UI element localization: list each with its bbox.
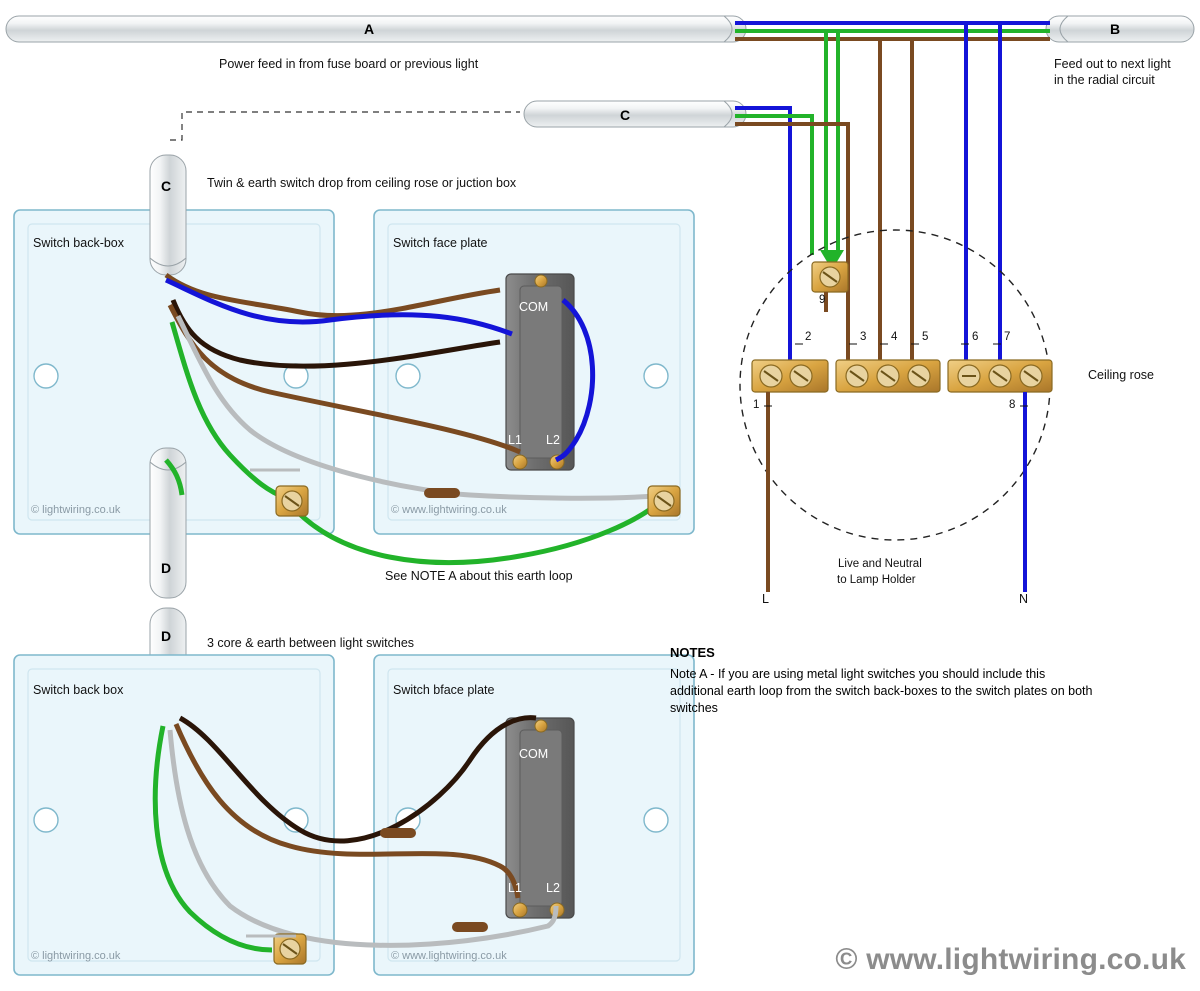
cable-b-id: B [1110,21,1121,37]
switch2-faceplate-watermark: © www.lightwiring.co.uk [391,950,507,962]
terminal-number-9: 9 [819,294,826,306]
switch1-backbox-label: Switch back-box [33,236,125,250]
switch1-backbox-watermark: © lightwiring.co.uk [31,504,121,516]
switch2-terminal-com: COM [519,747,549,761]
switch2-backbox-watermark: © lightwiring.co.uk [31,950,121,962]
site-watermark [835,943,1186,977]
neutral-label: N [1019,592,1029,606]
switch1-cable-c-top [150,155,186,275]
sleeve-marker-s2b [380,828,416,838]
terminal-block-left [752,360,828,392]
wire-c-earth [735,116,812,255]
switch1-faceplate-watermark: © www.lightwiring.co.uk [391,504,507,516]
switch1-terminal-l1: L1 [508,433,522,447]
sleeve-marker-s2a [452,922,488,932]
switch2-terminal-l1: L1 [508,881,522,895]
terminal-number-3: 3 [860,331,867,343]
terminal-number-5: 5 [922,331,929,343]
earth-loop-note: See NOTE A about this earth loop [385,569,573,583]
cable-b-caption-1: Feed out to next light [1054,57,1171,71]
cable-a-sheath [6,16,746,42]
notes-heading: NOTES [670,645,715,660]
switch2-faceplate-label: Switch bface plate [393,683,495,697]
cable-c-top-sheath [524,101,746,127]
cable-d-lower-id: D [161,628,172,644]
terminal-block-earth [812,262,848,312]
terminal-number-2: 2 [805,331,812,343]
cable-d-lower-caption: 3 core & earth between light switches [207,636,415,650]
terminal-number-8: 8 [1009,399,1016,411]
cable-b-caption-2: in the radial circuit [1054,73,1155,87]
switch2-backbox [14,655,334,975]
switch2-terminal-l2: L2 [546,881,560,895]
cable-c-switch-caption: Twin & earth switch drop from ceiling rose or juction box [207,176,517,190]
cable-c-leader [170,112,520,140]
ceiling-rose-label: Ceiling rose [1088,368,1155,382]
cable-c-switch-id: C [161,178,172,194]
terminal-block-middle [836,360,940,392]
cable-a-id: A [364,21,375,37]
notes-body: Note A - If you are using metal light switches you should include this additional earth loop from the switch back-boxes to the switch plates on both switches [670,667,1093,715]
switch1-earth-terminal-faceplate [648,486,680,516]
switch1-terminal-com: COM [519,300,549,314]
lamp-holder-label-2: to Lamp Holder [837,574,916,586]
terminal-number-7: 7 [1004,331,1011,343]
cable-d-upper-id: D [161,560,172,576]
terminal-number-6: 6 [972,331,979,343]
switch1-terminal-l2: L2 [546,433,560,447]
copyright-icon: © [835,943,858,976]
wire-c-neutral [735,108,790,255]
live-label: L [762,592,769,606]
terminal-block-right [948,360,1052,392]
cable-c-top-id: C [620,107,631,123]
sleeve-marker-s1 [424,488,460,498]
terminal-number-1: 1 [753,399,760,411]
switch2-backbox-label: Switch back box [33,683,124,697]
lamp-holder-label-1: Live and Neutral [838,558,922,570]
site-url: www.lightwiring.co.uk [866,943,1186,976]
terminal-number-4: 4 [891,331,898,343]
switch1-faceplate-label: Switch face plate [393,236,488,250]
cable-a-caption: Power feed in from fuse board or previous light [219,57,479,71]
